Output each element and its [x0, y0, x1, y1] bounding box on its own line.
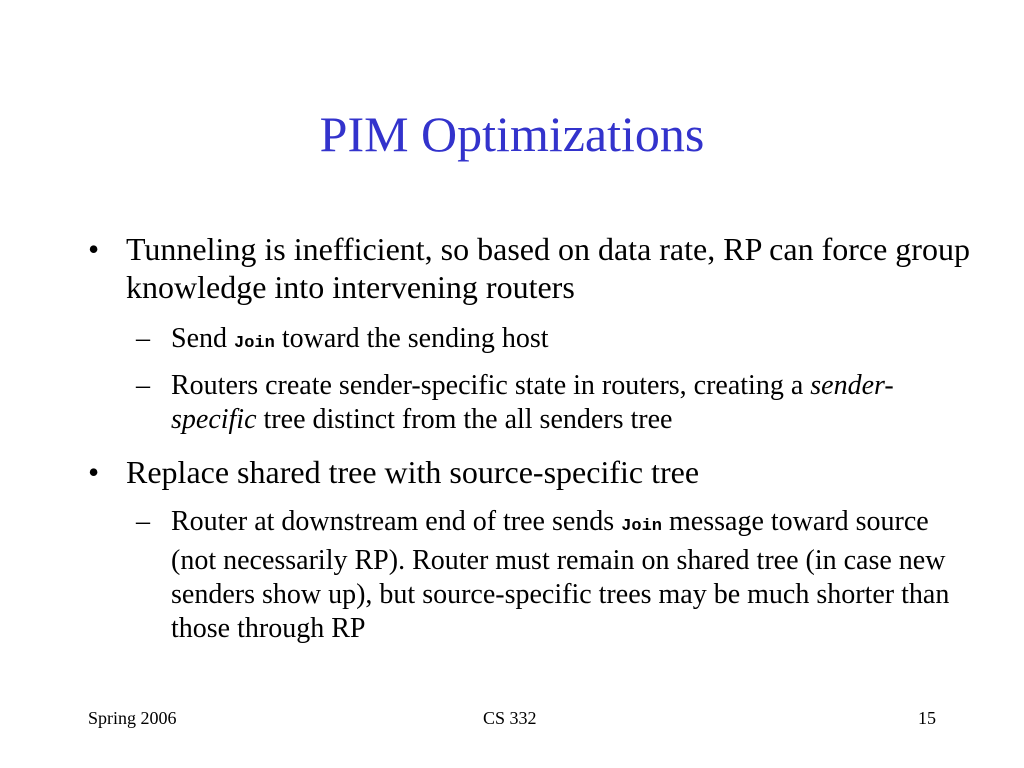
join-code: Join [234, 334, 275, 353]
sub-text-pre: Router at downstream end of tree sends [171, 506, 622, 537]
sub-text-post: tree distinct from the all senders tree [256, 404, 673, 435]
sub-text-pre: Send [171, 323, 234, 354]
sub-bullet-sender-specific [136, 369, 971, 437]
bullet-replace-shared-tree [88, 453, 976, 491]
sub-text-post: toward the sending host [274, 323, 549, 354]
sub-bullet-send-join [136, 322, 971, 361]
bullet-text: Replace shared tree with source-specific tree [126, 454, 700, 490]
bullet-icon: • [88, 231, 100, 267]
slide-title: PIM Optimizations [319, 106, 705, 162]
join-code: Join [621, 517, 663, 536]
bullet-text: Tunneling is inefficient, so based on data rate, RP can force group knowledge into intervening routers [126, 231, 970, 305]
sender-specific-emphasis: sender-specific [171, 370, 894, 435]
sub-text-post: message toward source (not necessarily RP). Router must remain on shared tree (in case new senders show up), but source-specific trees may be much shorter than those through RP [171, 506, 950, 644]
bullet-icon: • [88, 454, 100, 490]
footer-course: CS 332 [483, 708, 537, 728]
dash-icon: – [136, 370, 150, 401]
sub-text-pre: Routers create sender-specific state in routers, creating a [171, 370, 811, 401]
footer-page-number: 15 [918, 708, 936, 728]
dash-icon: – [136, 506, 150, 537]
sub-bullet-router-downstream [136, 505, 971, 646]
footer-date: Spring 2006 [88, 708, 177, 728]
bullet-tunneling [88, 230, 976, 306]
dash-icon: – [136, 323, 150, 354]
